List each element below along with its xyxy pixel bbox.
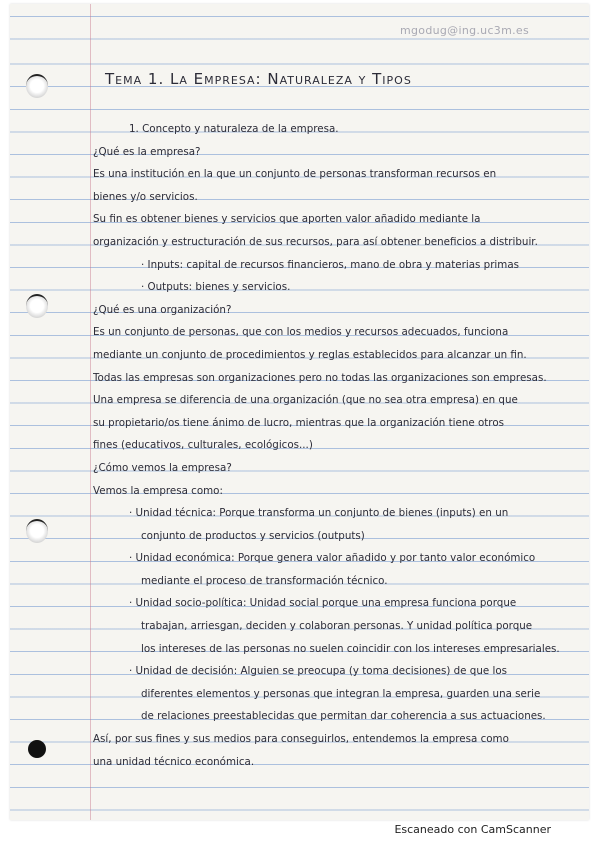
note-line: organización y estructuración de sus recursos, para así obtener beneficios a distribuir. [93, 235, 538, 248]
binder-hole-icon [26, 74, 48, 98]
note-line: · Outputs: bienes y servicios. [141, 281, 291, 294]
handwritten-notes [93, 118, 563, 773]
note-line: ¿Cómo vemos la empresa? [93, 461, 232, 474]
note-line: mediante el proceso de transformación técnico. [141, 574, 388, 587]
binder-hole-icon [28, 740, 46, 758]
note-line: los intereses de las personas no suelen coincidir con los intereses empresariales. [141, 642, 560, 655]
margin-line [90, 4, 91, 820]
note-line: Una empresa se diferencia de una organización (que no sea otra empresa) en que [93, 394, 518, 407]
note-line: Su fin es obtener bienes y servicios que aporten valor añadido mediante la [93, 213, 481, 226]
note-line: · Unidad económica: Porque genera valor añadido y por tanto valor económico [129, 552, 536, 565]
notebook-page [10, 4, 589, 820]
note-line: bienes y/o servicios. [93, 190, 198, 203]
note-line: Así, por sus fines y sus medios para conseguirlos, entendemos la empresa como [93, 733, 509, 746]
note-line: Es una institución en la que un conjunto de personas transforman recursos en [93, 168, 497, 181]
note-line: trabajan, arriesgan, deciden y colaboran personas. Y unidad política porque [141, 620, 533, 633]
note-line: ¿Qué es una organización? [93, 303, 232, 316]
note-line: diferentes elementos y personas que integran la empresa, guarden una serie [141, 687, 541, 700]
author-email: mgodug@ing.uc3m.es [400, 24, 529, 37]
binder-hole-icon [26, 519, 48, 543]
note-line: Vemos la empresa como: [93, 484, 223, 497]
note-line: conjunto de productos y servicios (outputs) [141, 529, 365, 542]
note-line: fines (educativos, culturales, ecológicos...) [93, 439, 313, 452]
note-line: ¿Qué es la empresa? [93, 145, 201, 158]
note-line: · Inputs: capital de recursos financieros, mano de obra y materias primas [141, 258, 519, 271]
note-line: Todas las empresas son organizaciones pero no todas las organizaciones son empresas. [93, 371, 547, 384]
note-line: 1. Concepto y naturaleza de la empresa. [129, 123, 339, 135]
note-line: una unidad técnico económica. [93, 755, 255, 768]
page-title: Tema 1. La Empresa: Naturaleza y Tipos [105, 70, 412, 88]
note-line: mediante un conjunto de procedimientos y reglas establecidos para alcanzar un fin. [93, 348, 527, 361]
note-line: · Unidad técnica: Porque transforma un conjunto de bienes (inputs) en un [129, 507, 509, 520]
scanner-watermark: Escaneado con CamScanner [394, 823, 551, 836]
note-line: su propietario/os tiene ánimo de lucro, mientras que la organización tiene otros [93, 416, 504, 429]
note-line: · Unidad de decisión: Alguien se preocupa (y toma decisiones) de que los [129, 665, 507, 678]
note-line: Es un conjunto de personas, que con los medios y recursos adecuados, funciona [93, 326, 509, 339]
binder-hole-icon [26, 294, 48, 318]
note-line: · Unidad socio-política: Unidad social porque una empresa funciona porque [129, 597, 517, 610]
note-line: de relaciones preestablecidas que permitan dar coherencia a sus actuaciones. [141, 710, 546, 723]
